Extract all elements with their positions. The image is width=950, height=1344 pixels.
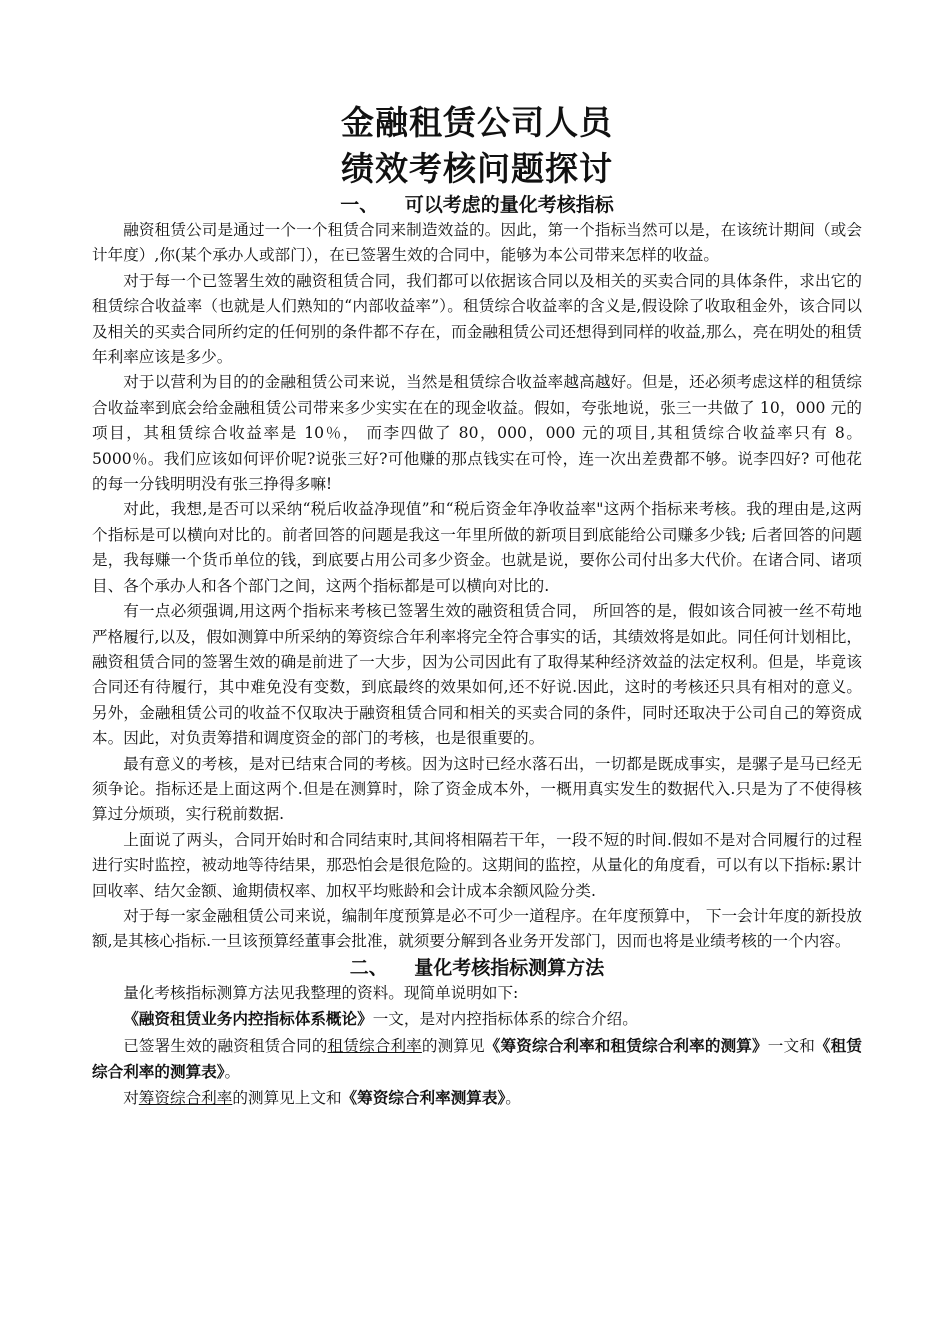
paragraph: 对于以营利为目的的金融租赁公司来说，当然是租赁综合收益率越高越好。但是，还必须考虑这样的租赁综合收益率到底会给金融租赁公司带来多少实实在在的现金收益。假如，夸张地说，张三一共做了 10，000 元的项目，其租赁综合收益率是 10％， 而李四做了 80，000，000 元的项目,其租赁综合收益率只有 8。5000％。我们应该如何评价呢?说张三好?可他赚的那点钱实在可怜，连一次出差费都不够。说李四好? 可他花的每一分钱明明没有张三挣得多嘛! xyxy=(92,373,862,494)
paragraph-text: 一文，是对内控指标体系的综合介绍。 xyxy=(372,1010,638,1029)
paragraph: 对于每一家金融租赁公司来说，编制年度预算是必不可少一道程序。在年度预算中， 下一会计年度的新投放额,是其核心指标.一旦该预算经董事会批准，就须要分解到各业务开发部门，因而也将是业绩考核的一个内容。 xyxy=(92,906,862,951)
document-title-line-1: 金融租赁公司人员 xyxy=(341,103,613,142)
section-2-heading: 二、 量化考核指标测算方法 xyxy=(349,956,605,979)
paragraph: 融资租赁公司是通过一个一个租赁合同来制造效益的。因此，第一个指标当然可以是，在该统计期间（或会计年度）,你(某个承办人或部门），在已签署生效的合同中，能够为本公司带来怎样的收益。 xyxy=(92,221,862,265)
paragraph-text: 已签署生效的融资租赁合同的 xyxy=(123,1036,328,1055)
paragraph xyxy=(92,1033,862,1086)
paragraph xyxy=(92,1006,862,1032)
paragraph: 对于每一个已签署生效的融资租赁合同，我们都可以依据该合同以及相关的买卖合同的具体条件，求出它的租赁综合收益率（也就是人们熟知的“内部收益率”）。租赁综合收益率的含义是,假设除了收取租金外，该合同以及相关的买卖合同所约定的任何别的条件都不存在，而金融租赁公司还想得到同样的收益,那么，亮在明处的租赁年利率应该是多少。 xyxy=(92,271,862,367)
paragraph-text: 。 xyxy=(224,1063,241,1081)
document-page xyxy=(92,100,862,1112)
paragraph: 对此，我想,是否可以采纳“税后收益净现值”和“税后资金年净收益率"这两个指标来考核。我的理由是,这两个指标是可以横向对比的。前者回答的问题是我这一年里所做的新项目到底能给公司赚多少钱; 后者回答的问题是，我每赚一个货币单位的钱，到底要占用公司多少资金。也就是说，要你公司付出多大代价。在诸合同、诸项目、各个承办人和各个部门之间，这两个指标都是可以横向对比的. xyxy=(92,500,862,595)
document-reference: 《融资租赁业务内控指标体系概论》 xyxy=(123,1009,373,1029)
paragraph: 上面说了两头，合同开始时和合同结束时,其间将相隔若干年，一段不短的时间.假如不是对合同履行的过程进行实时监控，被动地等待结果，那恐怕会是很危险的。这期间的监控，从量化的角度看，可以有以下指标:累计回收率、结欠金额、逾期债权率、加权平均账龄和会计成本余额风险分类. xyxy=(92,830,862,900)
hyperlink[interactable]: 租赁综合利率 xyxy=(327,1036,422,1055)
paragraph-text: 一文和 xyxy=(767,1036,815,1055)
document-reference: 《筹资综合利率和租赁综合利率的测算》 xyxy=(484,1035,768,1055)
paragraph-text: 对 xyxy=(123,1089,139,1108)
document-title-line-2: 绩效考核问题探讨 xyxy=(341,149,613,188)
paragraph-text: 。 xyxy=(505,1089,521,1108)
paragraph: 有一点必须强调,用这两个指标来考核已签署生效的融资租赁合同， 所回答的是，假如该合同被一丝不苟地严格履行,以及，假如测算中所采纳的筹资综合年利率将完全符合事实的话，其绩效将是如此。同任何计划相比，融资租赁合同的签署生效的确是前进了一大步，因为公司因此有了取得某种经济效益的法定权利。但是，毕竟该合同还有待履行，其中难免没有变数，到底最终的效果如何,还不好说.因此，这时的考核还只具有相对的意义。另外，金融租赁公司的收益不仅取决于融资租赁合同和相关的买卖合同的条件，同时还取决于公司自己的筹资成本。因此，对负责筹措和调度资金的部门的考核，也是很重要的。 xyxy=(92,602,862,748)
hyperlink[interactable]: 筹资综合利率 xyxy=(138,1089,233,1108)
section-1-heading: 一、 可以考虑的量化考核指标 xyxy=(340,194,614,216)
paragraph-text: 的测算见上文和 xyxy=(232,1089,342,1108)
paragraph xyxy=(92,1085,862,1111)
paragraph-text: 的测算见 xyxy=(421,1036,485,1055)
document-reference: 《租赁综合利率的测算表》 xyxy=(92,1035,862,1081)
paragraph: 量化考核指标测算方法见我整理的资料。现简单说明如下: xyxy=(123,983,519,1002)
document-reference: 《筹资综合利率测算表》 xyxy=(341,1088,506,1108)
paragraph: 最有意义的考核，是对已结束合同的考核。因为这时已经水落石出，一切都是既成事实，是骡子是马已经无须争论。指标还是上面这两个.但是在测算时，除了资金成本外，一概用真实发生的数据代入.只是为了不使得核算过分烦琐，实行税前数据. xyxy=(92,754,862,824)
